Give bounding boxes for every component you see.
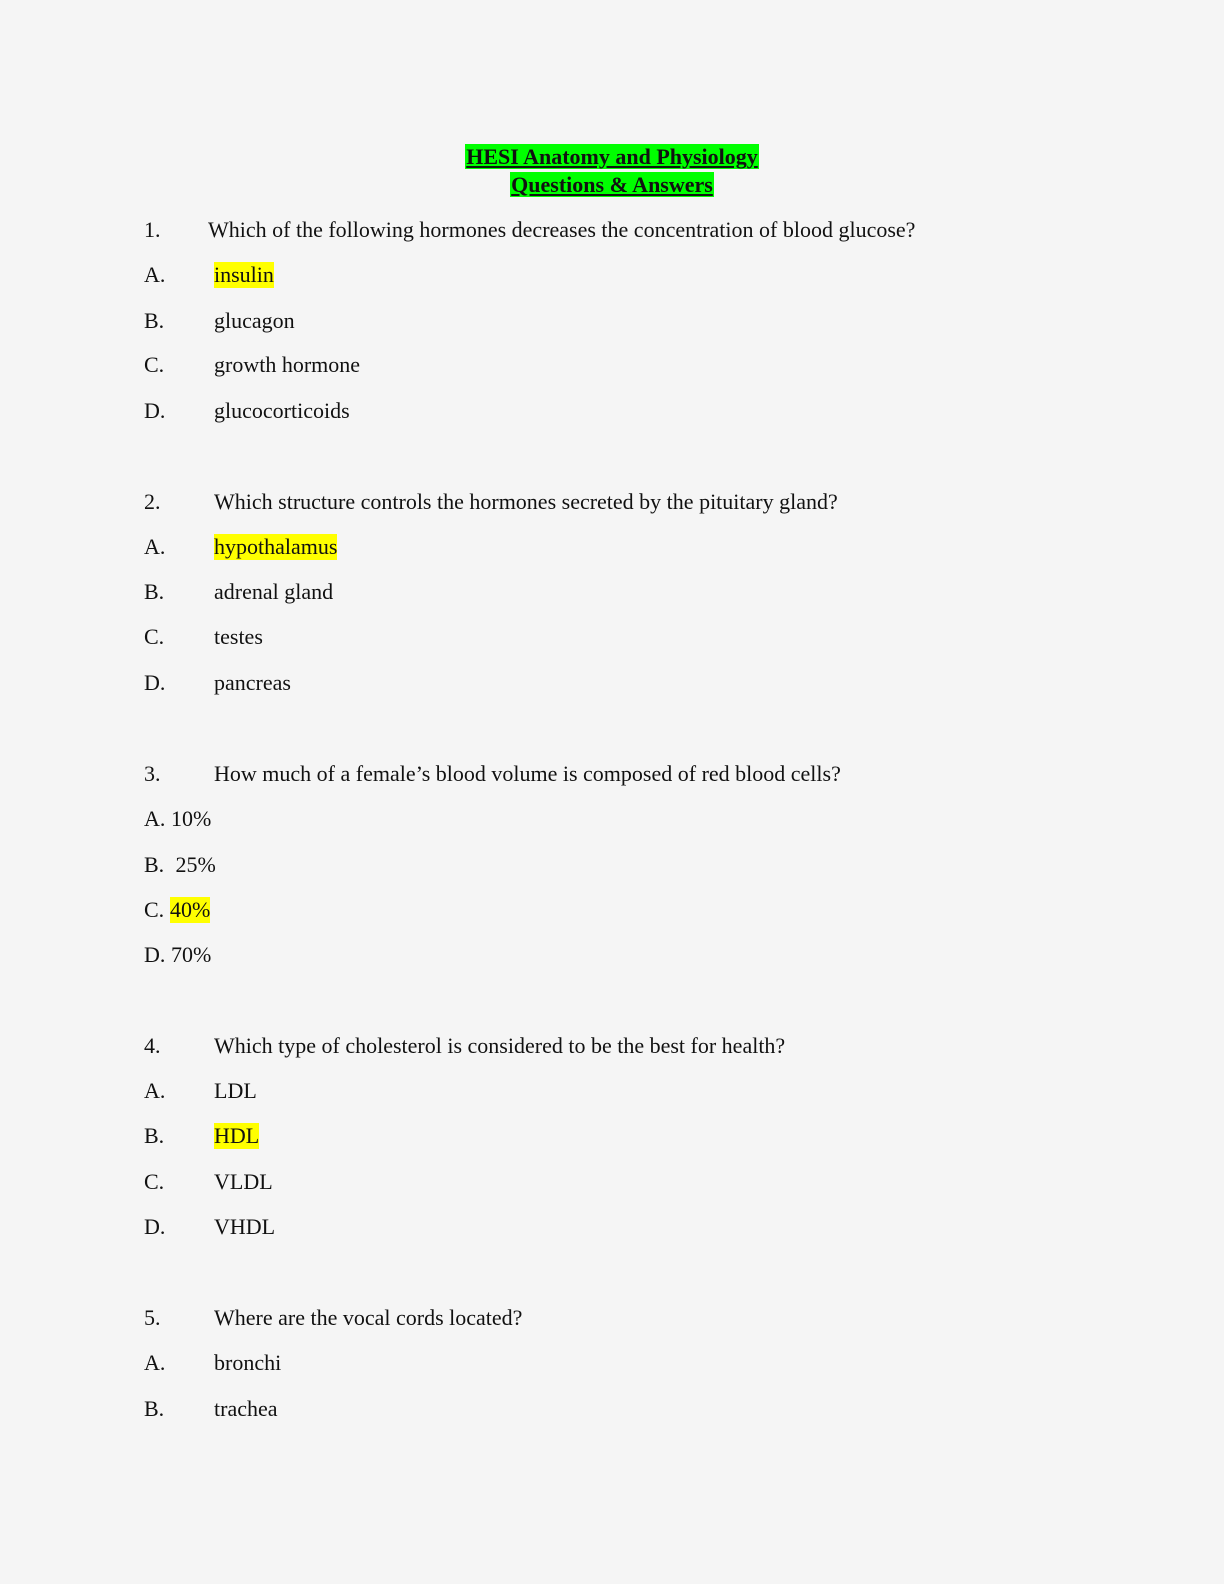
option-label: B. — [144, 852, 165, 877]
option-text: glucocorticoids — [214, 398, 350, 423]
option-label: A. — [144, 1078, 166, 1103]
option-label: B. — [144, 1123, 165, 1148]
option-text: pancreas — [214, 670, 291, 695]
option-label: A. — [144, 1350, 166, 1375]
option-text: bronchi — [214, 1350, 282, 1375]
document-title-line1: HESI Anatomy and Physiology — [466, 144, 758, 169]
question-number: 4. — [144, 1033, 161, 1058]
question-text: Which of the following hormones decreases the concentration of blood glucose? — [208, 217, 916, 242]
option-text: 25% — [170, 852, 216, 877]
option-label: B. — [144, 308, 165, 333]
option-text-correct: 40% — [170, 897, 211, 922]
option-text: VHDL — [214, 1214, 276, 1239]
question-text: Which type of cholesterol is considered to be the best for health? — [214, 1033, 786, 1058]
option-label: A. — [144, 262, 166, 287]
question-number: 5. — [144, 1305, 161, 1330]
document-title-line2: Questions & Answers — [511, 172, 713, 197]
option-label: C. — [144, 352, 165, 377]
option-text: VLDL — [214, 1169, 273, 1194]
option-label: D. — [144, 670, 166, 695]
option-label: D. — [144, 1214, 166, 1239]
option-text: testes — [214, 624, 263, 649]
option-text-correct: insulin — [214, 262, 274, 287]
option-label: A. — [144, 534, 166, 559]
option-text: 70% — [171, 942, 212, 967]
option-label: B. — [144, 579, 165, 604]
option-text: adrenal gland — [214, 579, 334, 604]
option-text: trachea — [214, 1396, 278, 1421]
option-text-correct: hypothalamus — [214, 534, 338, 559]
option-text: LDL — [214, 1078, 257, 1103]
option-text-correct: HDL — [214, 1123, 260, 1148]
question-number: 3. — [144, 761, 161, 786]
option-label: D. — [144, 942, 166, 967]
question-number: 2. — [144, 489, 161, 514]
question-text: Which structure controls the hormones secreted by the pituitary gland? — [214, 489, 838, 514]
option-text: 10% — [171, 806, 212, 831]
option-label: B. — [144, 1396, 165, 1421]
option-label: A. — [144, 806, 166, 831]
question-text: How much of a female’s blood volume is composed of red blood cells? — [214, 761, 841, 786]
option-label: C. — [144, 897, 165, 922]
question-text: Where are the vocal cords located? — [214, 1305, 523, 1330]
option-label: C. — [144, 624, 165, 649]
option-label: D. — [144, 398, 166, 423]
option-text: growth hormone — [214, 352, 361, 377]
option-label: C. — [144, 1169, 165, 1194]
option-text: glucagon — [214, 308, 295, 333]
question-number: 1. — [144, 217, 161, 242]
